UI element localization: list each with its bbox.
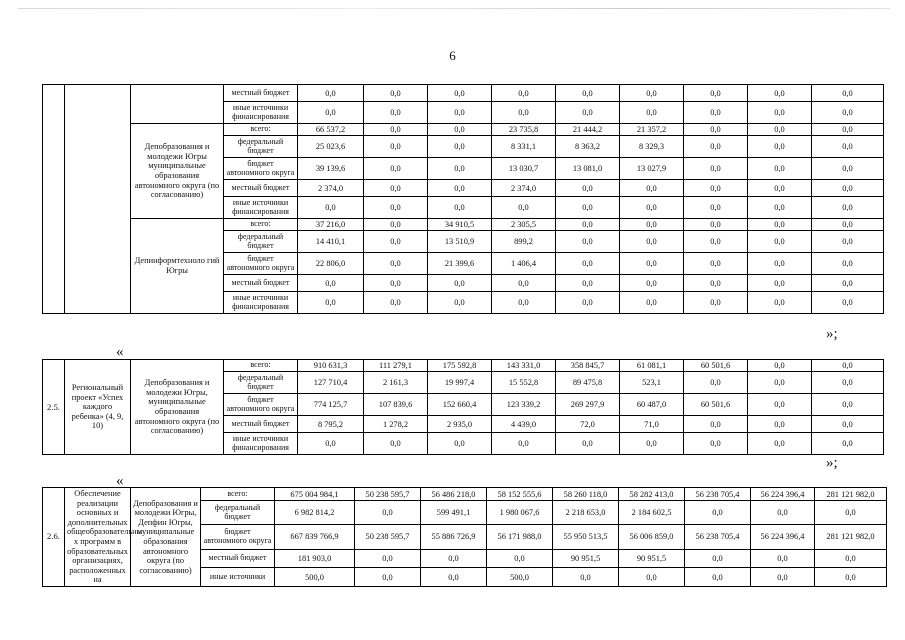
value-cell: 2 935,0 — [428, 416, 492, 433]
funding-source-cell: всего: — [224, 360, 298, 372]
value-cell: 0,0 — [748, 219, 812, 231]
value-cell: 0,0 — [748, 275, 812, 292]
value-cell: 8 331,1 — [492, 136, 556, 158]
value-cell: 39 139,6 — [298, 158, 364, 180]
value-cell: 0,0 — [751, 568, 815, 587]
funding-source-cell: всего: — [224, 219, 298, 231]
value-cell: 0,0 — [812, 394, 884, 416]
value-cell: 0,0 — [298, 85, 364, 102]
value-cell: 50 238 595,7 — [355, 488, 421, 501]
value-cell: 0,0 — [355, 549, 421, 568]
value-cell: 19 997,4 — [428, 372, 492, 394]
value-cell: 0,0 — [815, 549, 887, 568]
value-cell: 143 331,0 — [492, 360, 556, 372]
value-cell: 0,0 — [364, 253, 428, 275]
value-cell: 0,0 — [748, 197, 812, 219]
value-cell: 0,0 — [684, 275, 748, 292]
funding-source-cell: местный бюджет — [224, 416, 298, 433]
closing-quote-mark-2: »; — [826, 455, 838, 471]
value-cell: 0,0 — [812, 124, 884, 136]
value-cell: 0,0 — [684, 372, 748, 394]
value-cell: 0,0 — [364, 231, 428, 253]
value-cell: 23 735,8 — [492, 124, 556, 136]
table-row — [43, 219, 884, 231]
funding-source-cell: бюджет автономного округа — [201, 525, 275, 549]
value-cell: 358 845,7 — [556, 360, 620, 372]
value-cell: 0,0 — [684, 433, 748, 455]
value-cell: 0,0 — [748, 253, 812, 275]
value-cell: 0,0 — [620, 197, 684, 219]
value-cell: 0,0 — [684, 136, 748, 158]
funding-source-cell: федеральный бюджет — [224, 136, 298, 158]
value-cell: 56 224 396,4 — [751, 525, 815, 549]
value-cell: 0,0 — [619, 568, 685, 587]
value-cell: 0,0 — [748, 85, 812, 102]
value-cell: 13 027,9 — [620, 158, 684, 180]
value-cell: 0,0 — [815, 568, 887, 587]
value-cell: 0,0 — [620, 102, 684, 124]
value-cell: 0,0 — [355, 568, 421, 587]
value-cell: 0,0 — [421, 549, 487, 568]
value-cell: 13 081,0 — [556, 158, 620, 180]
value-cell: 0,0 — [421, 568, 487, 587]
value-cell: 500,0 — [275, 568, 355, 587]
value-cell: 0,0 — [428, 197, 492, 219]
value-cell: 0,0 — [684, 416, 748, 433]
value-cell: 152 660,4 — [428, 394, 492, 416]
value-cell: 0,0 — [428, 136, 492, 158]
value-cell: 0,0 — [748, 124, 812, 136]
funding-source-cell: местный бюджет — [201, 549, 275, 568]
value-cell: 269 297,9 — [556, 394, 620, 416]
value-cell: 0,0 — [751, 549, 815, 568]
value-cell: 0,0 — [620, 433, 684, 455]
value-cell: 0,0 — [748, 394, 812, 416]
value-cell: 55 886 726,9 — [421, 525, 487, 549]
value-cell: 0,0 — [812, 231, 884, 253]
value-cell: 13 510,9 — [428, 231, 492, 253]
value-cell: 21 399,6 — [428, 253, 492, 275]
table-row — [43, 85, 884, 102]
funding-source-cell: местный бюджет — [224, 275, 298, 292]
value-cell: 0,0 — [428, 275, 492, 292]
value-cell: 0,0 — [812, 275, 884, 292]
value-cell: 6 982 814,2 — [275, 501, 355, 525]
value-cell: 0,0 — [748, 292, 812, 314]
value-cell: 56 006 859,0 — [619, 525, 685, 549]
value-cell: 0,0 — [428, 292, 492, 314]
table-row — [43, 124, 884, 136]
value-cell: 2 374,0 — [298, 180, 364, 197]
value-cell: 72,0 — [556, 416, 620, 433]
value-cell: 0,0 — [748, 416, 812, 433]
value-cell: 0,0 — [684, 158, 748, 180]
value-cell: 0,0 — [748, 433, 812, 455]
value-cell: 0,0 — [364, 275, 428, 292]
value-cell: 0,0 — [364, 102, 428, 124]
table-continuation — [42, 84, 884, 314]
value-cell: 0,0 — [428, 158, 492, 180]
value-cell: 0,0 — [685, 549, 751, 568]
project-cell: Обеспечение реализации основных и дополнительных общеобразовательны х программ в образовательных организациях, расположенных на — [65, 488, 131, 587]
value-cell: 0,0 — [815, 501, 887, 525]
value-cell: 21 357,2 — [620, 124, 684, 136]
org-cell: Депобразования и молодежи Югры муниципальные образования автономного округа (по согласованию) — [131, 124, 224, 219]
value-cell: 0,0 — [428, 180, 492, 197]
value-cell: 2 305,5 — [492, 219, 556, 231]
value-cell: 0,0 — [748, 102, 812, 124]
value-cell: 60 487,0 — [620, 394, 684, 416]
funding-source-cell: иные источники финансирования — [224, 102, 298, 124]
closing-quote-mark: »; — [826, 326, 838, 342]
value-cell: 0,0 — [748, 180, 812, 197]
value-cell: 0,0 — [812, 85, 884, 102]
value-cell: 0,0 — [556, 231, 620, 253]
value-cell: 0,0 — [684, 253, 748, 275]
project-cell — [65, 85, 131, 314]
value-cell: 0,0 — [428, 102, 492, 124]
value-cell: 175 592,8 — [428, 360, 492, 372]
value-cell: 523,1 — [620, 372, 684, 394]
value-cell: 0,0 — [748, 360, 812, 372]
value-cell: 675 004 984,1 — [275, 488, 355, 501]
value-cell: 899,2 — [492, 231, 556, 253]
value-cell: 22 806,0 — [298, 253, 364, 275]
value-cell: 0,0 — [556, 433, 620, 455]
value-cell: 61 081,1 — [620, 360, 684, 372]
value-cell: 0,0 — [812, 253, 884, 275]
value-cell: 0,0 — [556, 275, 620, 292]
value-cell: 0,0 — [684, 292, 748, 314]
value-cell: 60 501,6 — [684, 394, 748, 416]
value-cell: 0,0 — [684, 180, 748, 197]
value-cell: 25 023,6 — [298, 136, 364, 158]
value-cell: 0,0 — [428, 433, 492, 455]
value-cell: 0,0 — [553, 568, 619, 587]
value-cell: 0,0 — [684, 219, 748, 231]
value-cell: 89 475,8 — [556, 372, 620, 394]
value-cell: 56 238 705,4 — [685, 525, 751, 549]
value-cell: 0,0 — [364, 136, 428, 158]
table-row — [43, 488, 887, 501]
value-cell: 8 329,3 — [620, 136, 684, 158]
funding-source-cell: местный бюджет — [224, 180, 298, 197]
funding-source-cell: федеральный бюджет — [201, 501, 275, 525]
value-cell: 71,0 — [620, 416, 684, 433]
value-cell: 0,0 — [684, 197, 748, 219]
value-cell: 2 161,3 — [364, 372, 428, 394]
funding-source-cell: федеральный бюджет — [224, 231, 298, 253]
value-cell: 0,0 — [812, 219, 884, 231]
value-cell: 8 363,2 — [556, 136, 620, 158]
value-cell: 0,0 — [364, 292, 428, 314]
value-cell: 0,0 — [364, 197, 428, 219]
value-cell: 0,0 — [812, 197, 884, 219]
value-cell: 0,0 — [684, 102, 748, 124]
value-cell: 0,0 — [684, 85, 748, 102]
value-cell: 0,0 — [492, 292, 556, 314]
value-cell: 4 439,0 — [492, 416, 556, 433]
value-cell: 0,0 — [684, 231, 748, 253]
value-cell: 0,0 — [812, 433, 884, 455]
org-cell: Депинформтехноло гий Югры — [131, 219, 224, 314]
value-cell: 0,0 — [620, 275, 684, 292]
value-cell: 0,0 — [556, 292, 620, 314]
value-cell: 0,0 — [487, 549, 553, 568]
value-cell: 0,0 — [298, 197, 364, 219]
value-cell: 1 406,4 — [492, 253, 556, 275]
value-cell: 21 444,2 — [556, 124, 620, 136]
opening-quote-mark: « — [116, 344, 124, 360]
value-cell: 0,0 — [428, 124, 492, 136]
funding-source-cell: всего: — [224, 124, 298, 136]
value-cell: 90 951,5 — [619, 549, 685, 568]
table-row — [43, 360, 884, 372]
value-cell: 56 238 705,4 — [685, 488, 751, 501]
value-cell: 34 910,5 — [428, 219, 492, 231]
value-cell: 0,0 — [556, 85, 620, 102]
value-cell: 55 950 513,5 — [553, 525, 619, 549]
value-cell: 0,0 — [620, 180, 684, 197]
value-cell: 181 903,0 — [275, 549, 355, 568]
value-cell: 111 279,1 — [364, 360, 428, 372]
value-cell: 0,0 — [428, 85, 492, 102]
value-cell: 599 491,1 — [421, 501, 487, 525]
value-cell: 107 839,6 — [364, 394, 428, 416]
value-cell: 0,0 — [364, 219, 428, 231]
value-cell: 2 184 602,5 — [619, 501, 685, 525]
value-cell: 60 501,6 — [684, 360, 748, 372]
value-cell: 0,0 — [620, 253, 684, 275]
value-cell: 0,0 — [812, 416, 884, 433]
funding-source-cell: всего: — [201, 488, 275, 501]
funding-source-cell: местный бюджет — [224, 85, 298, 102]
value-cell: 0,0 — [364, 180, 428, 197]
value-cell: 0,0 — [364, 85, 428, 102]
value-cell: 0,0 — [492, 433, 556, 455]
value-cell: 0,0 — [556, 180, 620, 197]
value-cell: 0,0 — [620, 231, 684, 253]
value-cell: 58 152 555,6 — [487, 488, 553, 501]
value-cell: 1 980 067,6 — [487, 501, 553, 525]
page-number: 6 — [449, 48, 456, 63]
funding-source-cell: иные источники финансирования — [224, 197, 298, 219]
value-cell: 281 121 982,0 — [815, 488, 887, 501]
value-cell: 0,0 — [812, 372, 884, 394]
value-cell: 0,0 — [556, 197, 620, 219]
funding-source-cell: федеральный бюджет — [224, 372, 298, 394]
value-cell: 66 537,2 — [298, 124, 364, 136]
org-cell: Депобразования и молодежи Югры, муниципальные образования автономного округа (по согласованию) — [131, 360, 224, 455]
value-cell: 58 282 413,0 — [619, 488, 685, 501]
value-cell: 13 030,7 — [492, 158, 556, 180]
value-cell: 667 839 766,9 — [275, 525, 355, 549]
value-cell: 15 552,8 — [492, 372, 556, 394]
value-cell: 0,0 — [298, 275, 364, 292]
value-cell: 0,0 — [364, 433, 428, 455]
value-cell: 0,0 — [364, 158, 428, 180]
value-cell: 0,0 — [492, 275, 556, 292]
value-cell: 58 260 118,0 — [553, 488, 619, 501]
funding-source-cell: бюджет автономного округа — [224, 394, 298, 416]
value-cell: 500,0 — [487, 568, 553, 587]
org-cell — [131, 85, 224, 124]
value-cell: 0,0 — [364, 124, 428, 136]
value-cell: 37 216,0 — [298, 219, 364, 231]
value-cell: 281 121 982,0 — [815, 525, 887, 549]
funding-source-cell: иные источники — [201, 568, 275, 587]
value-cell: 0,0 — [751, 501, 815, 525]
funding-source-cell: иные источники финансирования — [224, 292, 298, 314]
project-cell: Региональный проект «Успех каждого ребенка» (4, 9, 10) — [65, 360, 131, 455]
value-cell: 90 951,5 — [553, 549, 619, 568]
value-cell: 0,0 — [812, 180, 884, 197]
value-cell: 50 238 595,7 — [355, 525, 421, 549]
value-cell: 0,0 — [620, 85, 684, 102]
value-cell: 0,0 — [812, 292, 884, 314]
value-cell: 2 374,0 — [492, 180, 556, 197]
value-cell: 0,0 — [298, 102, 364, 124]
value-cell: 0,0 — [492, 85, 556, 102]
value-cell: 56 171 988,0 — [487, 525, 553, 549]
funding-source-cell: бюджет автономного округа — [224, 158, 298, 180]
value-cell: 0,0 — [355, 501, 421, 525]
funding-source-cell: иные источники финансирования — [224, 433, 298, 455]
value-cell: 0,0 — [620, 292, 684, 314]
org-cell: Депобразования и молодежи Югры, Депфин Югры, муниципальные образования автономного округа (по согласованию) — [131, 488, 201, 587]
value-cell: 2 218 653,0 — [553, 501, 619, 525]
value-cell: 0,0 — [812, 360, 884, 372]
value-cell: 1 278,2 — [364, 416, 428, 433]
value-cell: 0,0 — [556, 102, 620, 124]
row-number-cell — [43, 85, 65, 314]
value-cell: 123 339,2 — [492, 394, 556, 416]
value-cell: 8 795,2 — [298, 416, 364, 433]
value-cell: 0,0 — [685, 501, 751, 525]
value-cell: 0,0 — [748, 372, 812, 394]
value-cell: 0,0 — [556, 253, 620, 275]
value-cell: 910 631,3 — [298, 360, 364, 372]
value-cell: 0,0 — [620, 219, 684, 231]
value-cell: 0,0 — [812, 136, 884, 158]
value-cell: 0,0 — [812, 158, 884, 180]
value-cell: 14 410,1 — [298, 231, 364, 253]
scan-top-edge — [18, 8, 890, 9]
funding-source-cell: бюджет автономного округа — [224, 253, 298, 275]
value-cell: 0,0 — [492, 197, 556, 219]
value-cell: 0,0 — [298, 292, 364, 314]
value-cell: 0,0 — [748, 231, 812, 253]
value-cell: 0,0 — [492, 102, 556, 124]
table-section-2-5 — [42, 359, 884, 455]
value-cell: 0,0 — [556, 219, 620, 231]
value-cell: 0,0 — [748, 136, 812, 158]
value-cell: 56 224 396,4 — [751, 488, 815, 501]
value-cell: 0,0 — [684, 124, 748, 136]
value-cell: 127 710,4 — [298, 372, 364, 394]
opening-quote-mark-2: « — [116, 473, 124, 489]
value-cell: 0,0 — [748, 158, 812, 180]
row-number-cell: 2.5. — [43, 360, 65, 455]
value-cell: 774 125,7 — [298, 394, 364, 416]
table-section-2-6 — [42, 487, 887, 587]
value-cell: 0,0 — [685, 568, 751, 587]
value-cell: 56 486 218,0 — [421, 488, 487, 501]
row-number-cell: 2.6. — [43, 488, 65, 587]
value-cell: 0,0 — [298, 433, 364, 455]
value-cell: 0,0 — [812, 102, 884, 124]
